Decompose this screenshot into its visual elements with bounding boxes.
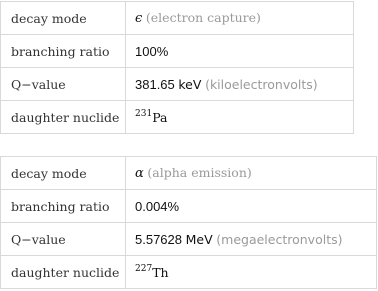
q-value [126,223,377,256]
row-label: branching ratio [1,35,126,68]
table-row [1,256,377,289]
row-label: daughter nuclide [1,101,126,134]
row-label: daughter nuclide [1,256,126,289]
row-label: Q−value [1,68,126,101]
q-number: 381.65 [135,76,175,92]
q-unit: keV [178,76,202,92]
daughter-nuclide-value [126,101,354,134]
table-row [1,35,354,68]
daughter-nuclide-value [126,256,377,289]
q-unit: MeV [185,231,213,247]
decay-table-alpha-emission [0,156,377,289]
q-unit-note: (kiloelectronvolts) [205,76,318,92]
decay-mode-note: (alpha emission) [147,165,252,180]
row-label: Q−value [1,223,126,256]
table-row [1,68,354,101]
element-symbol: Pa [152,109,168,125]
q-value [126,68,354,101]
decay-symbol: ϵ [135,11,143,26]
table-row [1,223,377,256]
mass-number: 231 [135,108,153,119]
decay-symbol: α [135,166,144,181]
element-symbol: Th [152,264,169,280]
table-row [1,190,377,223]
table-row [1,2,354,35]
decay-mode-note: (electron capture) [145,10,261,25]
mass-number: 227 [135,263,153,274]
row-label: decay mode [1,2,126,35]
q-number: 5.57628 [135,231,182,247]
row-label: branching ratio [1,190,126,223]
decay-table-electron-capture [0,1,354,134]
row-label: decay mode [1,157,126,190]
table-row [1,157,377,190]
table-row [1,101,354,134]
decay-mode-value [126,157,377,190]
q-unit-note: (megaelectronvolts) [216,231,343,247]
branching-ratio-value: 100% [126,35,354,68]
branching-ratio-value: 0.004% [126,190,377,223]
decay-mode-value [126,2,354,35]
